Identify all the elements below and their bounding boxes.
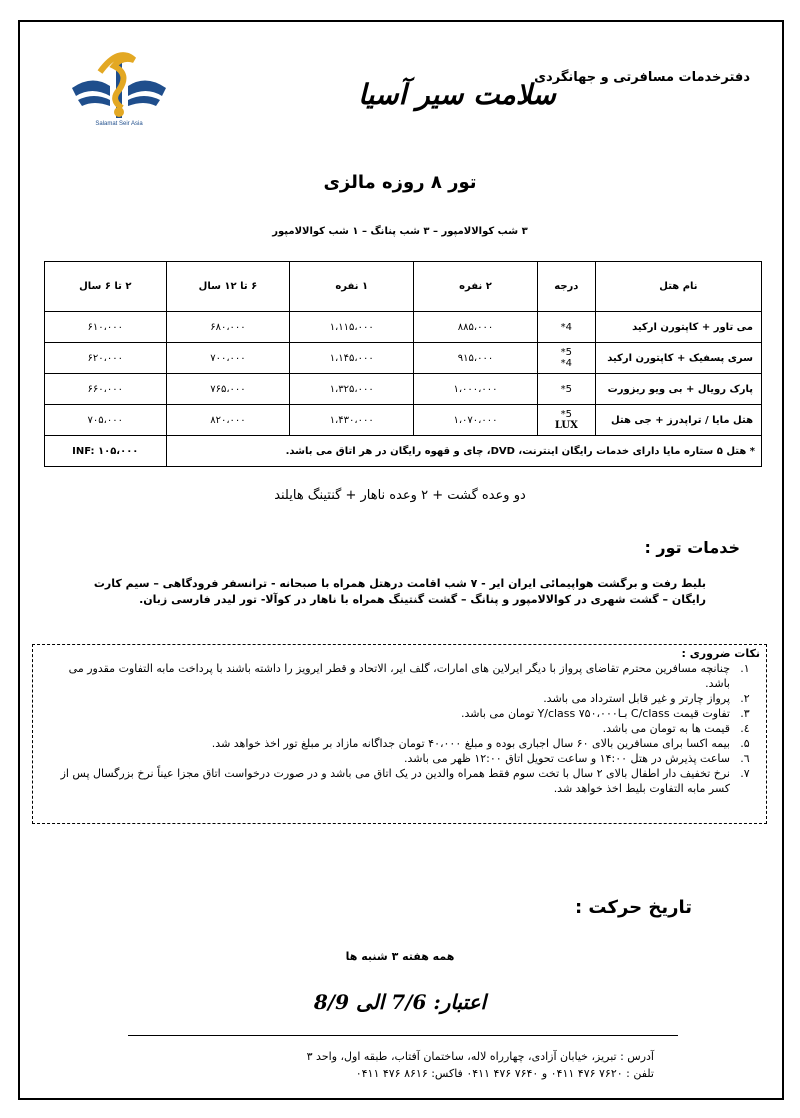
departure-heading: تاریخ حرکت :	[574, 897, 692, 918]
double-cell: ۱،۰۷۰،۰۰۰	[414, 405, 538, 436]
list-item	[42, 736, 760, 751]
child-2-6-cell: ۶۱۰،۰۰۰	[45, 312, 167, 343]
departure-schedule: همه هفته ۳ شنبه ها	[345, 950, 455, 963]
double-cell: ۱،۰۰۰،۰۰۰	[414, 374, 538, 405]
single-cell: ۱،۴۳۰،۰۰۰	[290, 405, 414, 436]
col-child-6-12: ۶ تا ۱۲ سال	[166, 262, 290, 312]
child-6-12-cell: ۷۶۵،۰۰۰	[166, 374, 290, 405]
hotel-cell: پارک رویال + بی ویو ریزورت	[595, 374, 761, 405]
single-cell: ۱،۳۲۵،۰۰۰	[290, 374, 414, 405]
list-item	[42, 721, 760, 736]
table-row	[45, 374, 762, 405]
itinerary: ۳ شب کوالالامپور – ۳ شب پنانگ – ۱ شب کوالالامپور	[272, 226, 528, 237]
logo-caption: Salamat Seir Asia	[95, 121, 143, 127]
grade-cell	[537, 405, 595, 436]
double-cell: ۸۸۵،۰۰۰	[414, 312, 538, 343]
hotel-cell: هتل مایا / تراپدرز + جی هتل	[595, 405, 761, 436]
services-heading: خدمات تور :	[644, 538, 740, 557]
grade-line: 5*	[560, 347, 573, 358]
table-row	[45, 312, 762, 343]
child-6-12-cell: ۶۸۰،۰۰۰	[166, 312, 290, 343]
grade-line: 5*	[560, 383, 573, 395]
single-cell: ۱،۱۴۵،۰۰۰	[290, 343, 414, 374]
grade-cell	[537, 374, 595, 405]
note-number: ٤.	[740, 722, 750, 735]
list-item	[42, 751, 760, 766]
col-double: ۲ نفره	[414, 262, 538, 312]
note-text: قیمت ها به تومان می باشد.	[602, 722, 730, 735]
child-2-6-cell: ۶۲۰،۰۰۰	[45, 343, 167, 374]
col-single: ۱ نفره	[290, 262, 414, 312]
note-text: بیمه اکسا برای مسافرین بالای ۶۰ سال اجباری بوده و مبلغ ۴۰،۰۰۰ تومان جداگانه مازاد بر مبلغ تور اخذ خواهد شد.	[211, 737, 730, 750]
note-text: چنانچه مسافرین محترم تقاضای پرواز با دیگر ایرلاین های امارات، گلف ایر، الاتحاد و قطر ایرویز را داشته باشند با پرداخت مابه التفاوت مقدور می باشد.	[68, 662, 730, 690]
single-cell: ۱،۱۱۵،۰۰۰	[290, 312, 414, 343]
grade-line: 5*	[560, 409, 573, 420]
hotel-cell: سری پسفیک + کاپتورن ارکید	[595, 343, 761, 374]
note-text: نرخ تخفیف دار اطفال بالای ۲ سال با تخت سوم فقط همراه والدین در یک اتاق می باشد و در صورت درخواست اتاق مجزا عیناً نرخ بزرگسال پس از کسر مابه التفاوت بلیط اخذ خواهد شد.	[60, 767, 730, 795]
grade-cell	[537, 343, 595, 374]
salamat-seir-asia-logo	[70, 46, 168, 124]
col-grade: درجه	[537, 262, 595, 312]
price-table	[44, 261, 762, 467]
note-number: ۵.	[740, 737, 750, 750]
brand-text: سلامت سیر آسیا	[358, 78, 556, 111]
footer-contact	[307, 1048, 654, 1082]
table-header-row	[45, 262, 762, 312]
list-item	[42, 661, 760, 691]
note-text: پرواز چارتر و غیر قابل استرداد می باشد.	[543, 692, 730, 705]
notes-box	[32, 644, 767, 824]
excursion-line: دو وعده گشت + ۲ وعده ناهار + گنتینگ هایلند	[274, 488, 526, 503]
notes-heading: نکات ضروری :	[681, 647, 760, 660]
table-row	[45, 343, 762, 374]
notes-list	[42, 661, 760, 796]
note-number: ۱.	[740, 662, 750, 675]
double-cell: ۹۱۵،۰۰۰	[414, 343, 538, 374]
child-2-6-cell: ۶۶۰،۰۰۰	[45, 374, 167, 405]
list-item	[42, 706, 760, 721]
grade-line-2: LUX	[554, 420, 578, 431]
list-item	[42, 691, 760, 706]
list-item	[42, 766, 760, 796]
services-text: بلیط رفت و برگشت هواپیمائی ایران ایر - ۷ شب اقامت درهتل همراه با صبحانه - ترانسفر فرودگاهی – سیم کارت رایگان – گشت شهری در کوالالامپور و پنانگ – گشت گنتینگ همراه با ناهار در کوآلا- تور لیدر فارسی زبان.	[93, 577, 706, 606]
grade-line-2: 4*	[560, 358, 573, 369]
note-number: ٦.	[740, 752, 750, 765]
child-6-12-cell: ۷۰۰،۰۰۰	[166, 343, 290, 374]
note-number: ۲.	[740, 692, 750, 705]
validity-period: اعتبار: 7/6 الی 8/9	[313, 990, 487, 1014]
table-note-row	[45, 436, 762, 467]
col-hotel: نام هتل	[595, 262, 761, 312]
note-text: ساعت پذیرش در هتل ۱۴:۰۰ و ساعت تحویل اتاق ۱۲:۰۰ ظهر می باشد.	[404, 752, 730, 765]
maya-note: * هتل ۵ ستاره مایا دارای خدمات رایگان اینترنت، DVD، چای و قهوه رایگان در هر اتاق می باشد.	[166, 436, 761, 467]
footer-divider	[128, 1035, 678, 1036]
child-2-6-cell: ۷۰۵،۰۰۰	[45, 405, 167, 436]
note-number: ۳.	[740, 707, 750, 720]
table-row	[45, 405, 762, 436]
address: آدرس : تبریز، خیابان آزادی، چهارراه لاله، ساختمان آفتاب، طبقه اول، واحد ۳	[306, 1050, 654, 1063]
note-number: ۷.	[740, 767, 750, 780]
child-6-12-cell: ۸۲۰،۰۰۰	[166, 405, 290, 436]
company-name: دفترخدمات مسافرتی و جهانگردی	[534, 70, 750, 85]
col-child-2-6: ۲ تا ۶ سال	[45, 262, 167, 312]
grade-line: 4*	[560, 321, 573, 333]
infant-price: INF: ۱۰۵،۰۰۰	[45, 436, 167, 467]
phone-fax: تلفن : ۷۶۲۰ ۴۷۶ ۰۴۱۱ و ۷۶۴۰ ۴۷۶ ۰۴۱۱ فاکس: ۸۶۱۶ ۴۷۶ ۰۴۱۱	[355, 1067, 654, 1080]
tour-title: تور ۸ روزه مالزی	[323, 172, 477, 193]
hotel-cell: می تاور + کاپتورن ارکید	[595, 312, 761, 343]
note-text: تفاوت قیمت C/class بـاY/class ۷۵۰،۰۰۰ تومان می باشد.	[461, 707, 730, 720]
brand-calligraphy	[350, 70, 564, 118]
grade-cell	[537, 312, 595, 343]
